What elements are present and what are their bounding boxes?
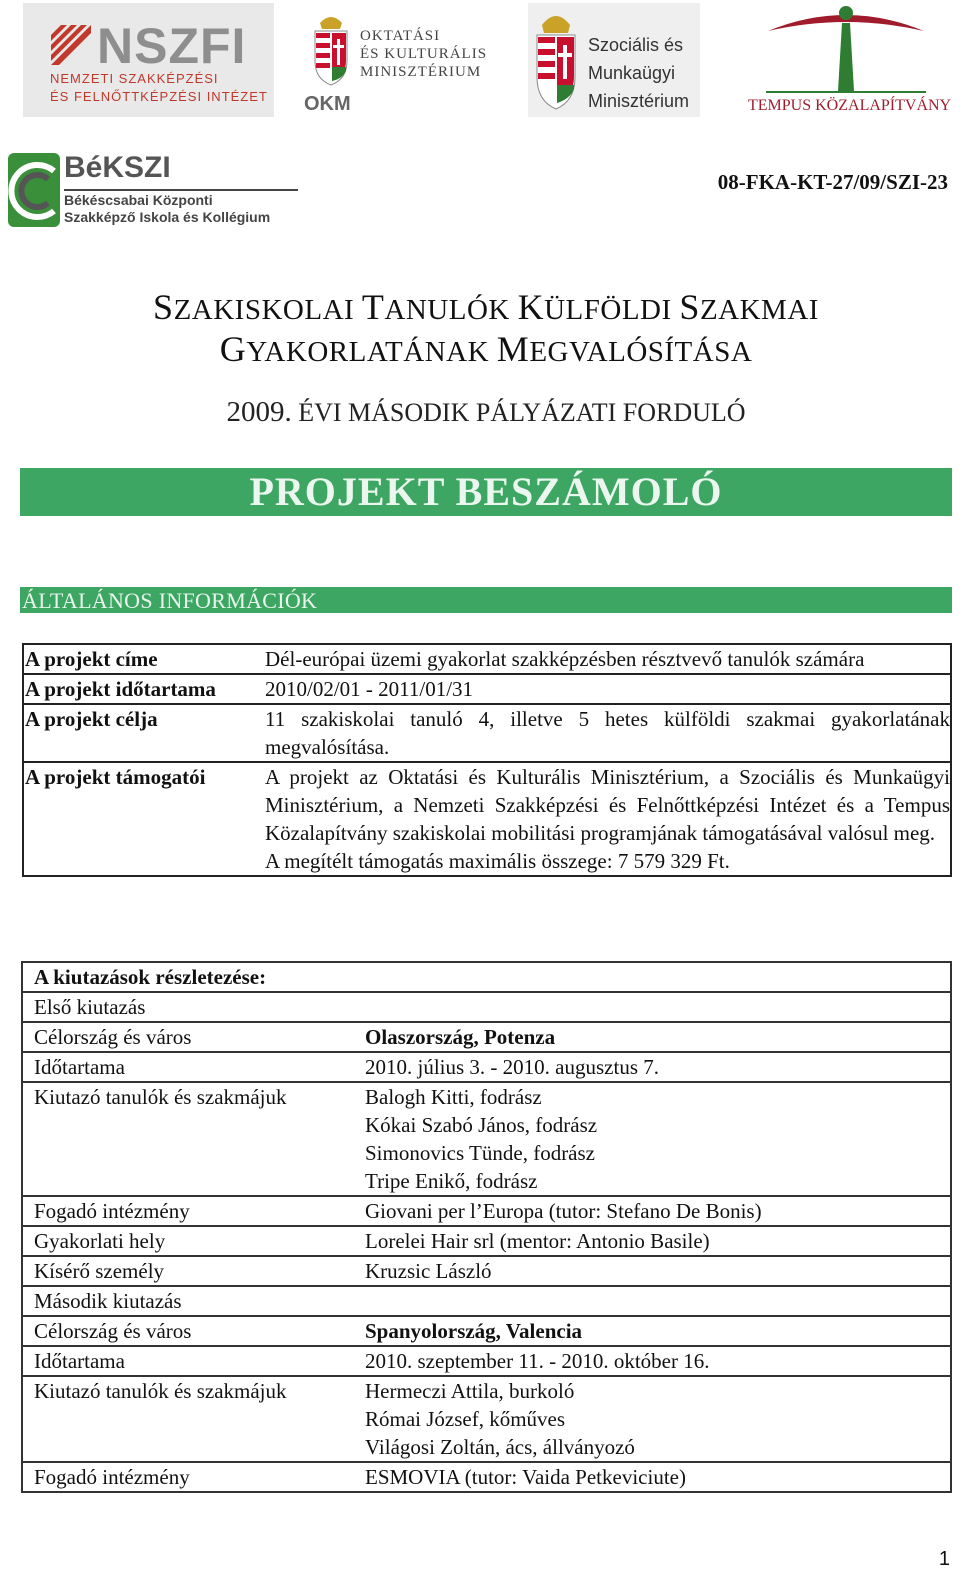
student-item: Balogh Kitti, fodrász bbox=[365, 1085, 542, 1109]
table-row bbox=[22, 1316, 951, 1346]
row-value bbox=[354, 1082, 951, 1196]
row-label: Célország és város bbox=[22, 1022, 354, 1052]
title-cap: S bbox=[153, 287, 174, 327]
row-label: A projekt támogatói bbox=[23, 762, 263, 876]
table-row bbox=[22, 1082, 951, 1196]
bekszi-sub1: Békéscsabai Központi bbox=[64, 192, 213, 208]
value-text: Dél-európai üzemi gyakorlat szakképzésben résztvevő tanulók számára bbox=[265, 647, 865, 671]
table-row bbox=[22, 1196, 951, 1226]
project-info-table bbox=[22, 643, 952, 877]
row-label: Fogadó intézmény bbox=[22, 1196, 354, 1226]
round-year: 2009. bbox=[226, 396, 292, 428]
szmm-line1: Szociális és bbox=[588, 35, 684, 55]
value-text: A megítélt támogatás maximális összege: 7 579 329 Ft. bbox=[265, 849, 730, 873]
row-label: Kiutazó tanulók és szakmájuk bbox=[22, 1082, 354, 1196]
okm-abbr: OKM bbox=[304, 93, 351, 115]
section-heading: ÁLTALÁNOS INFORMÁCIÓK bbox=[22, 588, 318, 613]
value-text: 11 szakiskolai tanuló 4, illetve 5 hetes külföldi szakmai gyakorlatának megvalósítása. bbox=[265, 707, 950, 759]
row-label: Időtartama bbox=[22, 1346, 354, 1376]
bekszi-mark-icon bbox=[8, 153, 60, 227]
szmm-line2: Munkaügyi bbox=[588, 63, 676, 83]
bekszi-name: BéKSZI bbox=[64, 151, 171, 184]
row-value bbox=[354, 1376, 951, 1462]
okm-line3: MINISZTÉRIUM bbox=[360, 64, 482, 80]
row-value bbox=[263, 704, 951, 762]
title-word bbox=[219, 329, 490, 369]
row-label: A projekt időtartama bbox=[23, 674, 263, 704]
table-row bbox=[22, 1052, 951, 1082]
title-rest: ZAKISKOLAI bbox=[173, 294, 355, 326]
table-row bbox=[23, 762, 951, 876]
report-banner bbox=[20, 468, 952, 516]
table-row bbox=[22, 1226, 951, 1256]
row-label: Fogadó intézmény bbox=[22, 1462, 354, 1492]
trips-table bbox=[21, 961, 952, 1493]
title-word bbox=[361, 287, 510, 327]
round-text: ÉVI MÁSODIK PÁLYÁZATI FORDULÓ bbox=[298, 398, 746, 427]
title-rest: YAKORLATÁNAK bbox=[246, 336, 490, 368]
title-word bbox=[153, 287, 355, 327]
title-word bbox=[679, 287, 819, 327]
okm-text bbox=[360, 27, 487, 81]
table-row bbox=[22, 1256, 951, 1286]
row-label: Kísérő személy bbox=[22, 1256, 354, 1286]
trip-title: Második kiutazás bbox=[22, 1286, 951, 1316]
title-word bbox=[496, 329, 753, 369]
table-row bbox=[22, 962, 951, 992]
hungarian-crest-icon bbox=[534, 7, 578, 111]
section-heading-bar bbox=[20, 587, 952, 613]
row-value: Spanyolország, Valencia bbox=[354, 1316, 951, 1346]
okm-line1: OKTATÁSI bbox=[360, 28, 441, 44]
nszfi-logo bbox=[23, 3, 274, 117]
nszfi-line2: ÉS FELNŐTTKÉPZÉSI INTÉZET bbox=[50, 89, 268, 104]
title-cap: K bbox=[517, 287, 545, 327]
title-cap: T bbox=[361, 287, 385, 327]
tempus-figure-icon bbox=[758, 3, 934, 95]
table-row bbox=[22, 1462, 951, 1492]
row-label: Célország és város bbox=[22, 1316, 354, 1346]
title-rest: EGVALÓSÍTÁSA bbox=[529, 336, 753, 368]
row-value: Kruzsic László bbox=[354, 1256, 951, 1286]
title-line-1 bbox=[0, 286, 960, 328]
row-value bbox=[263, 762, 951, 876]
title-word bbox=[517, 287, 672, 327]
title-rest: ANULÓK bbox=[384, 294, 510, 326]
row-label: Időtartama bbox=[22, 1052, 354, 1082]
row-label: A projekt célja bbox=[23, 704, 263, 762]
value-text: 2010/02/01 - 2011/01/31 bbox=[265, 677, 474, 701]
application-round bbox=[0, 396, 960, 429]
row-label: Kiutazó tanulók és szakmájuk bbox=[22, 1376, 354, 1462]
title-cap: S bbox=[679, 287, 700, 327]
row-label: A projekt címe bbox=[23, 644, 263, 674]
szmm-text bbox=[588, 31, 689, 115]
row-value: 2010. július 3. - 2010. augusztus 7. bbox=[354, 1052, 951, 1082]
bekszi-logo bbox=[8, 153, 298, 229]
student-item: Világosi Zoltán, ács, állványozó bbox=[365, 1435, 635, 1459]
row-value: 2010. szeptember 11. - 2010. október 16. bbox=[354, 1346, 951, 1376]
title-cap: G bbox=[219, 329, 247, 369]
table-row bbox=[23, 644, 951, 674]
student-item: Kókai Szabó János, fodrász bbox=[365, 1113, 598, 1137]
title-cap: M bbox=[496, 329, 530, 369]
student-item: Simonovics Tünde, fodrász bbox=[365, 1141, 595, 1165]
table-row bbox=[22, 1376, 951, 1462]
value-text: A projekt az Oktatási és Kulturális Minisztérium, a Szociális és Munkaügyi Minisztérium, a Nemzeti Szakképzési és Felnőttképzési Intézet és a Tempus Közalapítvány szakiskolai mobilitási programjának támogatásával valósul meg. bbox=[265, 765, 950, 845]
student-item: Tripe Enikő, fodrász bbox=[365, 1169, 538, 1193]
nszfi-line1: NEMZETI SZAKKÉPZÉSI bbox=[50, 71, 219, 86]
row-value bbox=[263, 644, 951, 674]
bekszi-rule bbox=[64, 189, 298, 191]
table-row bbox=[22, 1346, 951, 1376]
student-item: Római József, kőműves bbox=[365, 1407, 566, 1431]
page-number: 1 bbox=[938, 1548, 950, 1570]
row-value: Giovani per l’Europa (tutor: Stefano De Bonis) bbox=[354, 1196, 951, 1226]
szmm-logo bbox=[528, 3, 700, 117]
okm-logo bbox=[302, 5, 492, 117]
table-row bbox=[22, 992, 951, 1022]
student-item: Hermeczi Attila, burkoló bbox=[365, 1379, 575, 1403]
nszfi-abbr: NSZFI bbox=[97, 18, 247, 74]
row-value: Lorelei Hair srl (mentor: Antonio Basile) bbox=[354, 1226, 951, 1256]
reference-code: 08-FKA-KT-27/09/SZI-23 bbox=[717, 170, 948, 194]
tempus-logo bbox=[748, 3, 952, 117]
table-row bbox=[23, 674, 951, 704]
szmm-line3: Minisztérium bbox=[588, 91, 690, 111]
tempus-text: TEMPUS KÖZALAPÍTVÁNY bbox=[748, 97, 952, 114]
row-value bbox=[263, 674, 951, 704]
table-row bbox=[23, 704, 951, 762]
okm-line2: ÉS KULTURÁLIS bbox=[360, 46, 488, 62]
row-label: Gyakorlati hely bbox=[22, 1226, 354, 1256]
trip-title: Első kiutazás bbox=[22, 992, 951, 1022]
banner-text: PROJEKT BESZÁMOLÓ bbox=[249, 469, 723, 514]
table-row bbox=[22, 1286, 951, 1316]
row-value: Olaszország, Potenza bbox=[354, 1022, 951, 1052]
row-value: ESMOVIA (tutor: Vaida Petkeviciute) bbox=[354, 1462, 951, 1492]
hungarian-crest-icon bbox=[312, 9, 350, 87]
trips-heading: A kiutazások részletezése: bbox=[22, 962, 951, 992]
table-row bbox=[22, 1022, 951, 1052]
bekszi-sub2: Szakképző Iskola és Kollégium bbox=[64, 209, 271, 225]
title-rest: ÜLFÖLDI bbox=[544, 294, 672, 326]
title-line-2 bbox=[0, 328, 960, 370]
title-rest: ZAKMAI bbox=[699, 294, 819, 326]
nszfi-stripes-icon bbox=[51, 25, 91, 65]
